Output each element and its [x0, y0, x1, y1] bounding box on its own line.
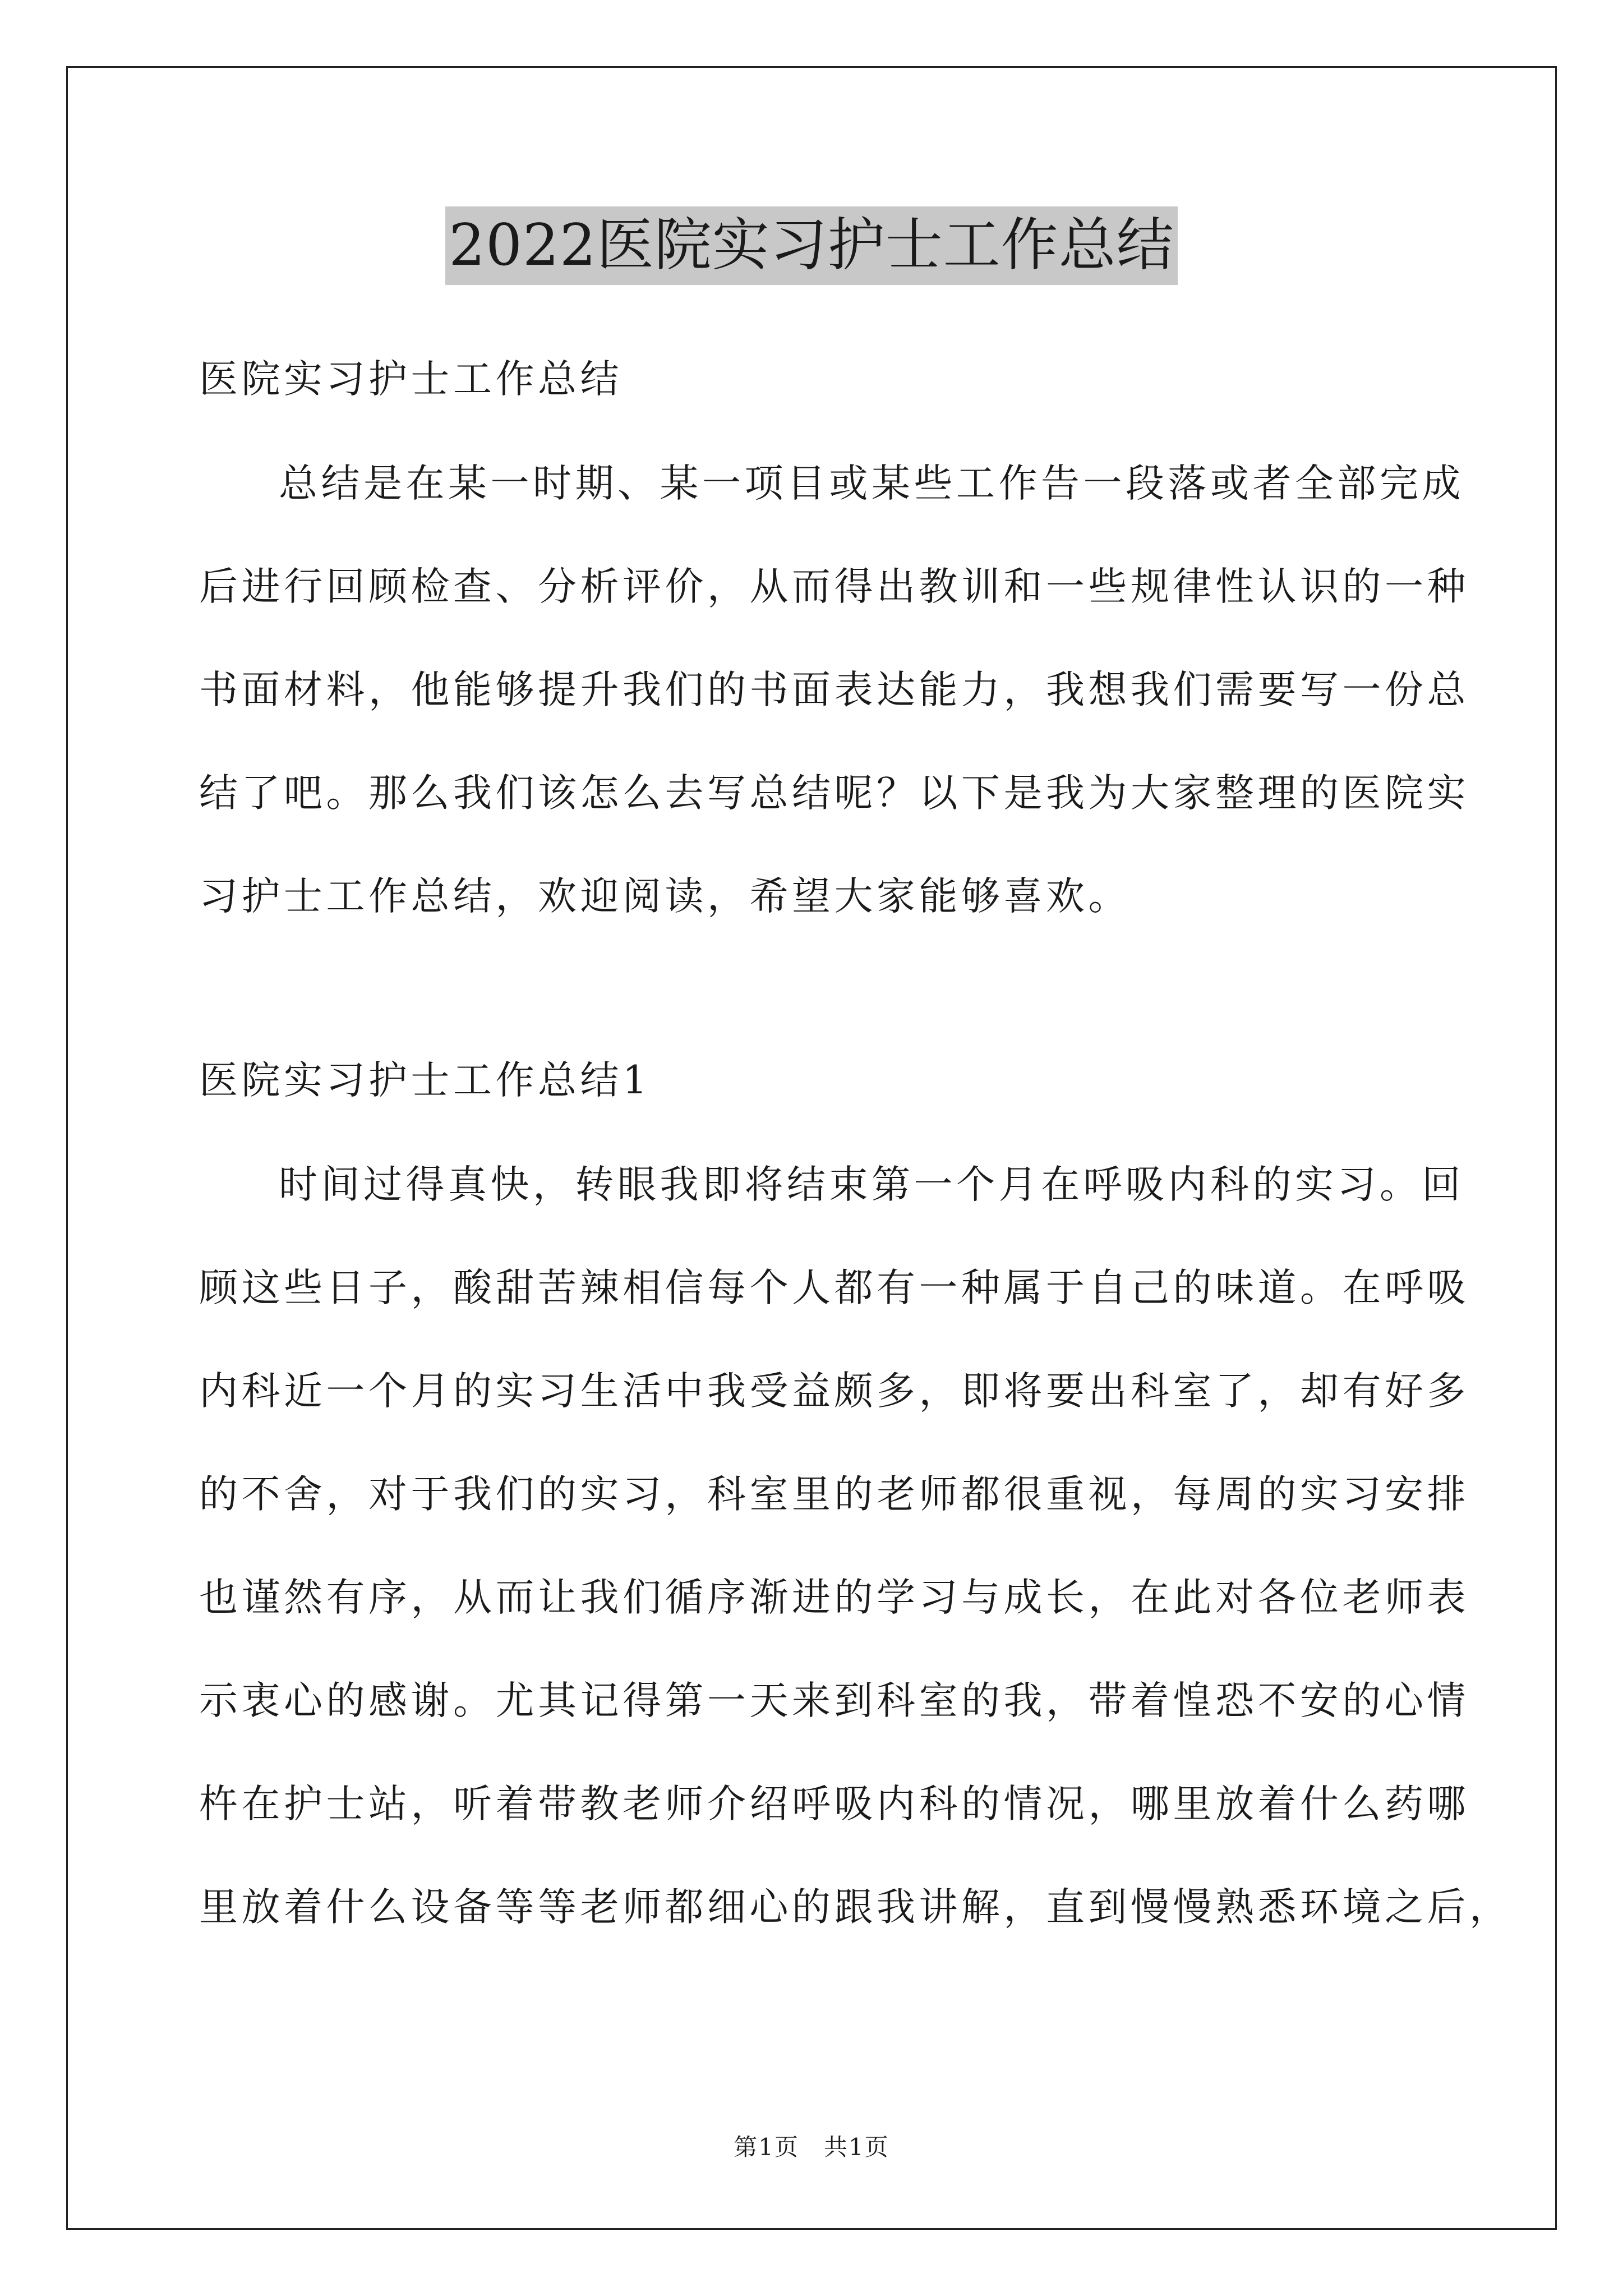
- title-container: [0, 206, 1623, 285]
- intro-line-3: 书面材料，他能够提升我们的书面表达能力，我想我们需要写一份总: [199, 668, 1469, 712]
- section-line-5: 也谨然有序，从而让我们循序渐进的学习与成长，在此对各位老师表: [199, 1575, 1469, 1620]
- section-line-6: 示衷心的感谢。尤其记得第一天来到科室的我，带着惶恐不安的心情: [199, 1678, 1469, 1723]
- section-line-4: 的不舍，对于我们的实习，科室里的老师都很重视，每周的实习安排: [199, 1472, 1469, 1517]
- section-line-8: 里放着什么设备等等老师都细心的跟我讲解，直到慢慢熟悉环境之后，: [199, 1885, 1512, 1930]
- intro-line-2: 后进行回顾检查、分析评价，从而得出教训和一些规律性认识的一种: [199, 564, 1469, 609]
- section-line-7: 杵在护士站，听着带教老师介绍呼吸内科的情况，哪里放着什么药哪: [199, 1782, 1469, 1826]
- subtitle: 医院实习护士工作总结: [199, 357, 623, 402]
- document-title: 2022医院实习护士工作总结: [445, 206, 1178, 285]
- intro-line-5: 习护士工作总结，欢迎阅读，希望大家能够喜欢。: [199, 874, 1131, 919]
- section-line-3: 内科近一个月的实习生活中我受益颇多，即将要出科室了，却有好多: [199, 1369, 1469, 1414]
- section-heading: 医院实习护士工作总结1: [199, 1058, 651, 1103]
- page-footer: 第1页 共1页: [734, 2133, 889, 2161]
- intro-line-1: 总结是在某一时期、某一项目或某些工作告一段落或者全部完成: [279, 461, 1464, 506]
- intro-line-4: 结了吧。那么我们该怎么去写总结呢？以下是我为大家整理的医院实: [199, 771, 1469, 816]
- section-line-1: 时间过得真快，转眼我即将结束第一个月在呼吸内科的实习。回: [279, 1162, 1464, 1207]
- section-line-2: 顾这些日子，酸甜苦辣相信每个人都有一种属于自己的味道。在呼吸: [199, 1266, 1469, 1310]
